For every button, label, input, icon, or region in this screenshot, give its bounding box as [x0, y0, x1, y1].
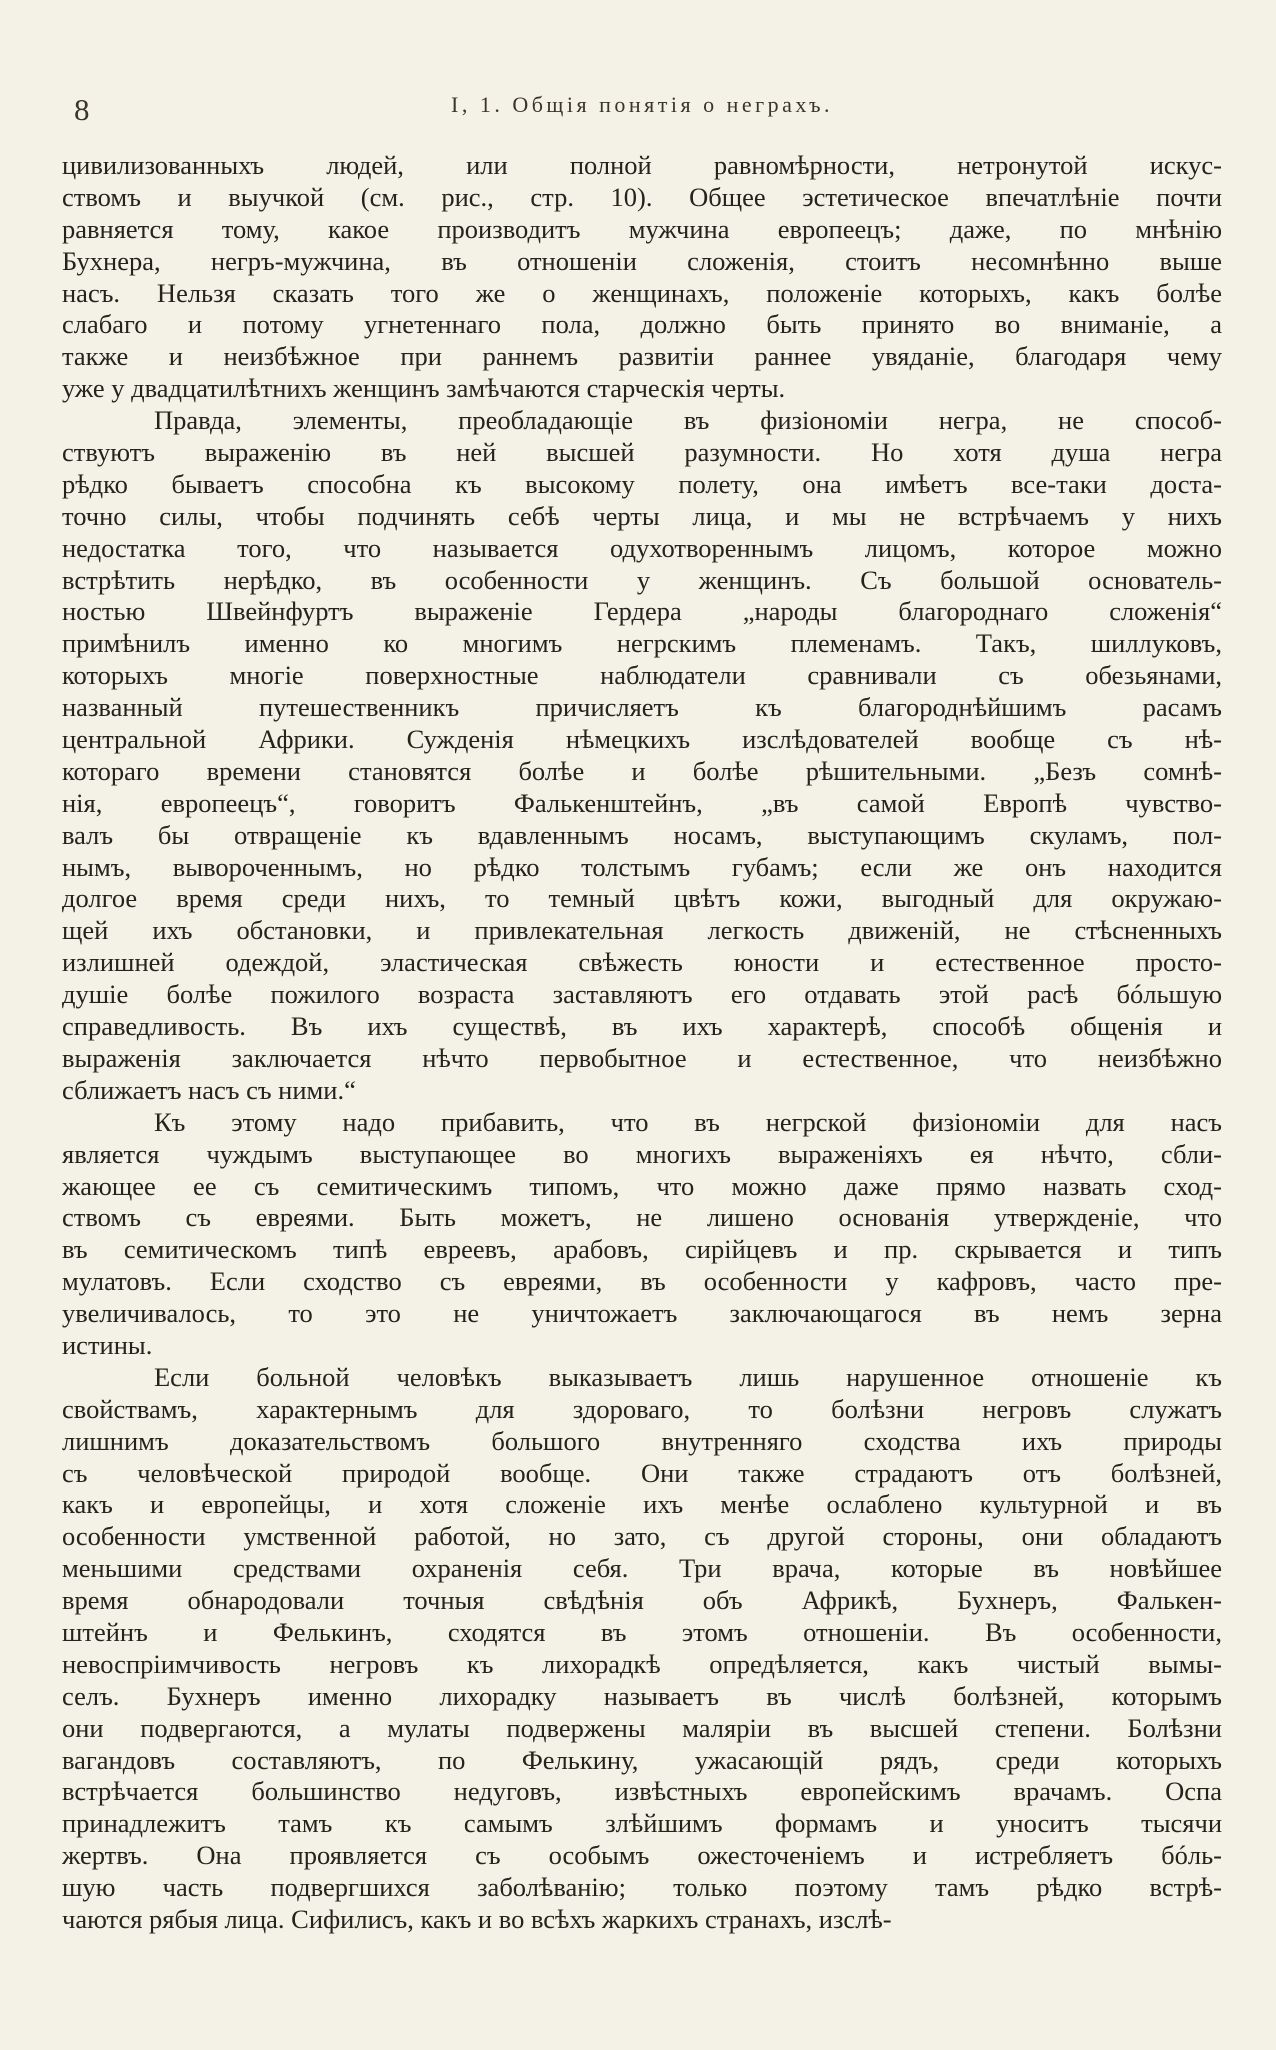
- text-line: ствомъ съ евреями. Быть можетъ, не лишено основанія утвержденіе, что: [62, 1202, 1222, 1233]
- text-line: Бухнера, негръ-мужчина, въ отношеніи сложенія, стоитъ несомнѣнно выше: [62, 245, 1222, 276]
- text-line: равняется тому, какое производитъ мужчина европеецъ; даже, по мнѣнію: [62, 213, 1222, 244]
- text-line: истины.: [62, 1329, 153, 1360]
- text-line: котораго времени становятся болѣе и болѣе рѣшительными. „Безъ сомнѣ-: [62, 755, 1222, 786]
- text-line: время обнародовали точныя свѣдѣнія объ Африкѣ, Бухнеръ, Фалькен-: [62, 1585, 1222, 1616]
- text-line: Если больной человѣкъ выказываетъ лишь нарушенное отношеніе къ: [154, 1361, 1222, 1392]
- text-line: штейнъ и Фелькинъ, сходятся въ этомъ отношеніи. Въ особенности,: [62, 1616, 1222, 1647]
- text-line: сближаетъ насъ съ ними.“: [62, 1074, 356, 1105]
- text-line: встрѣтить нерѣдко, въ особенности у женщинъ. Съ большой основатель-: [62, 564, 1222, 595]
- text-line: свойствамъ, характернымъ для здороваго, то болѣзни негровъ служатъ: [62, 1393, 1222, 1424]
- text-line: цивилизованныхъ людей, или полной равномѣрности, нетронутой искус-: [62, 150, 1222, 180]
- text-line: ностью Швейнфуртъ выраженіе Гердера „народы благороднаго сложенія“: [62, 596, 1222, 627]
- text-line: выраженія заключается нѣчто первобытное и естественное, что неизбѣжно: [62, 1042, 1222, 1073]
- text-line: встрѣчается большинство недуговъ, извѣстныхъ европейскимъ врачамъ. Оспа: [62, 1776, 1222, 1807]
- text-line: справедливость. Въ ихъ существѣ, въ ихъ характерѣ, способѣ общенія и: [62, 1011, 1222, 1042]
- text-line: также и неизбѣжное при раннемъ развитіи раннее увяданіе, благодаря чему: [62, 341, 1222, 372]
- text-line: долгое время среди нихъ, то темный цвѣтъ кожи, выгодный для окружаю-: [62, 883, 1222, 914]
- text-line: они подвергаются, а мулаты подвержены маляріи въ высшей степени. Болѣзни: [62, 1712, 1222, 1743]
- text-line: жающее ее съ семитическимъ типомъ, что можно даже прямо назвать сход-: [62, 1170, 1222, 1201]
- text-line: щей ихъ обстановки, и привлекательная легкость движеній, не стѣсненныхъ: [62, 915, 1222, 946]
- paragraph: [62, 150, 1222, 405]
- text-line: душіе болѣе пожилого возраста заставляютъ его отдавать этой расѣ бóльшую: [62, 979, 1222, 1010]
- text-line: какъ и европейцы, и хотя сложеніе ихъ менѣе ослаблено культурной и въ: [62, 1489, 1222, 1520]
- text-line: особенности умственной работой, но зато, съ другой стороны, они обладаютъ: [62, 1521, 1222, 1552]
- text-line: является чуждымъ выступающее во многихъ выраженіяхъ ея нѣчто, сбли-: [62, 1138, 1222, 1169]
- text-line: нымъ, вывороченнымъ, но рѣдко толстымъ губамъ; если же онъ находится: [62, 851, 1222, 882]
- text-line: вагандовъ составляютъ, по Фелькину, ужасающій рядъ, среди которыхъ: [62, 1744, 1222, 1775]
- text-line: увеличивалось, то это не уничтожаетъ заключающагося въ немъ зерна: [62, 1298, 1222, 1329]
- text-line: лишнимъ доказательствомъ большого внутренняго сходства ихъ природы: [62, 1425, 1222, 1456]
- text-line: жертвъ. Она проявляется съ особымъ ожесточеніемъ и истребляетъ бóль-: [62, 1840, 1222, 1871]
- text-line: меньшими средствами охраненія себя. Три врача, которые въ новѣйшее: [62, 1553, 1222, 1584]
- text-line: невоспріимчивость негровъ къ лихорадкѣ опредѣляется, какъ чистый вымы-: [62, 1648, 1222, 1679]
- text-line: излишней одеждой, эластическая свѣжесть юности и естественное просто-: [62, 947, 1222, 978]
- text-line: которыхъ многіе поверхностные наблюдатели сравнивали съ обезьянами,: [62, 660, 1222, 691]
- text-line: ствомъ и выучкой (см. рис., стр. 10). Общее эстетическое впечатлѣніе почти: [62, 181, 1222, 212]
- book-page: [62, 84, 1222, 2034]
- text-line: уже у двадцатилѣтнихъ женщинъ замѣчаются старческія черты.: [62, 373, 786, 404]
- paragraph: [62, 1107, 1222, 1362]
- text-line: чаются рябыя лица. Сифилисъ, какъ и во всѣхъ жаркихъ странахъ, изслѣ-: [62, 1903, 892, 1934]
- page-number: 8: [74, 92, 90, 127]
- text-line: съ человѣческой природой вообще. Они также страдаютъ отъ болѣзней,: [62, 1457, 1222, 1488]
- text-line: шую часть подвергшихся заболѣванію; только поэтому тамъ рѣдко встрѣ-: [62, 1872, 1222, 1903]
- text-line: валъ бы отвращеніе къ вдавленнымъ носамъ, выступающимъ скуламъ, пол-: [62, 819, 1222, 850]
- text-line: селъ. Бухнеръ именно лихорадку называетъ въ числѣ болѣзней, которымъ: [62, 1680, 1222, 1711]
- text-line: точно силы, чтобы подчинять себѣ черты лица, и мы не встрѣчаемъ у нихъ: [62, 500, 1222, 531]
- text-line: насъ. Нельзя сказать того же о женщинахъ, положеніе которыхъ, какъ болѣе: [62, 277, 1222, 308]
- text-line: примѣнилъ именно ко многимъ негрскимъ племенамъ. Такъ, шиллуковъ,: [62, 628, 1222, 659]
- text-line: нія, европеецъ“, говоритъ Фалькенштейнъ, „въ самой Европѣ чувство-: [62, 787, 1222, 818]
- text-line: Къ этому надо прибавить, что въ негрской физіономіи для насъ: [154, 1106, 1222, 1137]
- text-line: ствуютъ выраженію въ ней высшей разумности. Но хотя душа негра: [62, 437, 1222, 468]
- paragraph: [62, 405, 1222, 1107]
- text-line: центральной Африки. Сужденія нѣмецкихъ изслѣдователей вообще съ нѣ-: [62, 724, 1222, 755]
- text-line: названный путешественникъ причисляетъ къ благороднѣйшимъ расамъ: [62, 692, 1222, 723]
- running-head: [62, 84, 1222, 127]
- body-text: [62, 150, 1222, 1936]
- paragraph: [62, 1362, 1222, 1936]
- running-title: I, 1. Общія понятія о неграхъ.: [451, 92, 833, 117]
- text-line: слабаго и потому угнетеннаго пола, должно быть принято во вниманіе, а: [62, 309, 1222, 340]
- text-line: мулатовъ. Если сходство съ евреями, въ особенности у кафровъ, часто пре-: [62, 1266, 1222, 1297]
- text-line: принадлежитъ тамъ къ самымъ злѣйшимъ формамъ и уноситъ тысячи: [62, 1808, 1222, 1839]
- text-line: въ семитическомъ типѣ евреевъ, арабовъ, сирійцевъ и пр. скрывается и типъ: [62, 1234, 1222, 1265]
- text-line: рѣдко бываетъ способна къ высокому полету, она имѣетъ все-таки доста-: [62, 468, 1222, 499]
- text-line: недостатка того, что называется одухотвореннымъ лицомъ, которое можно: [62, 532, 1222, 563]
- text-line: Правда, элементы, преобладающіе въ физіономіи негра, не способ-: [154, 405, 1222, 436]
